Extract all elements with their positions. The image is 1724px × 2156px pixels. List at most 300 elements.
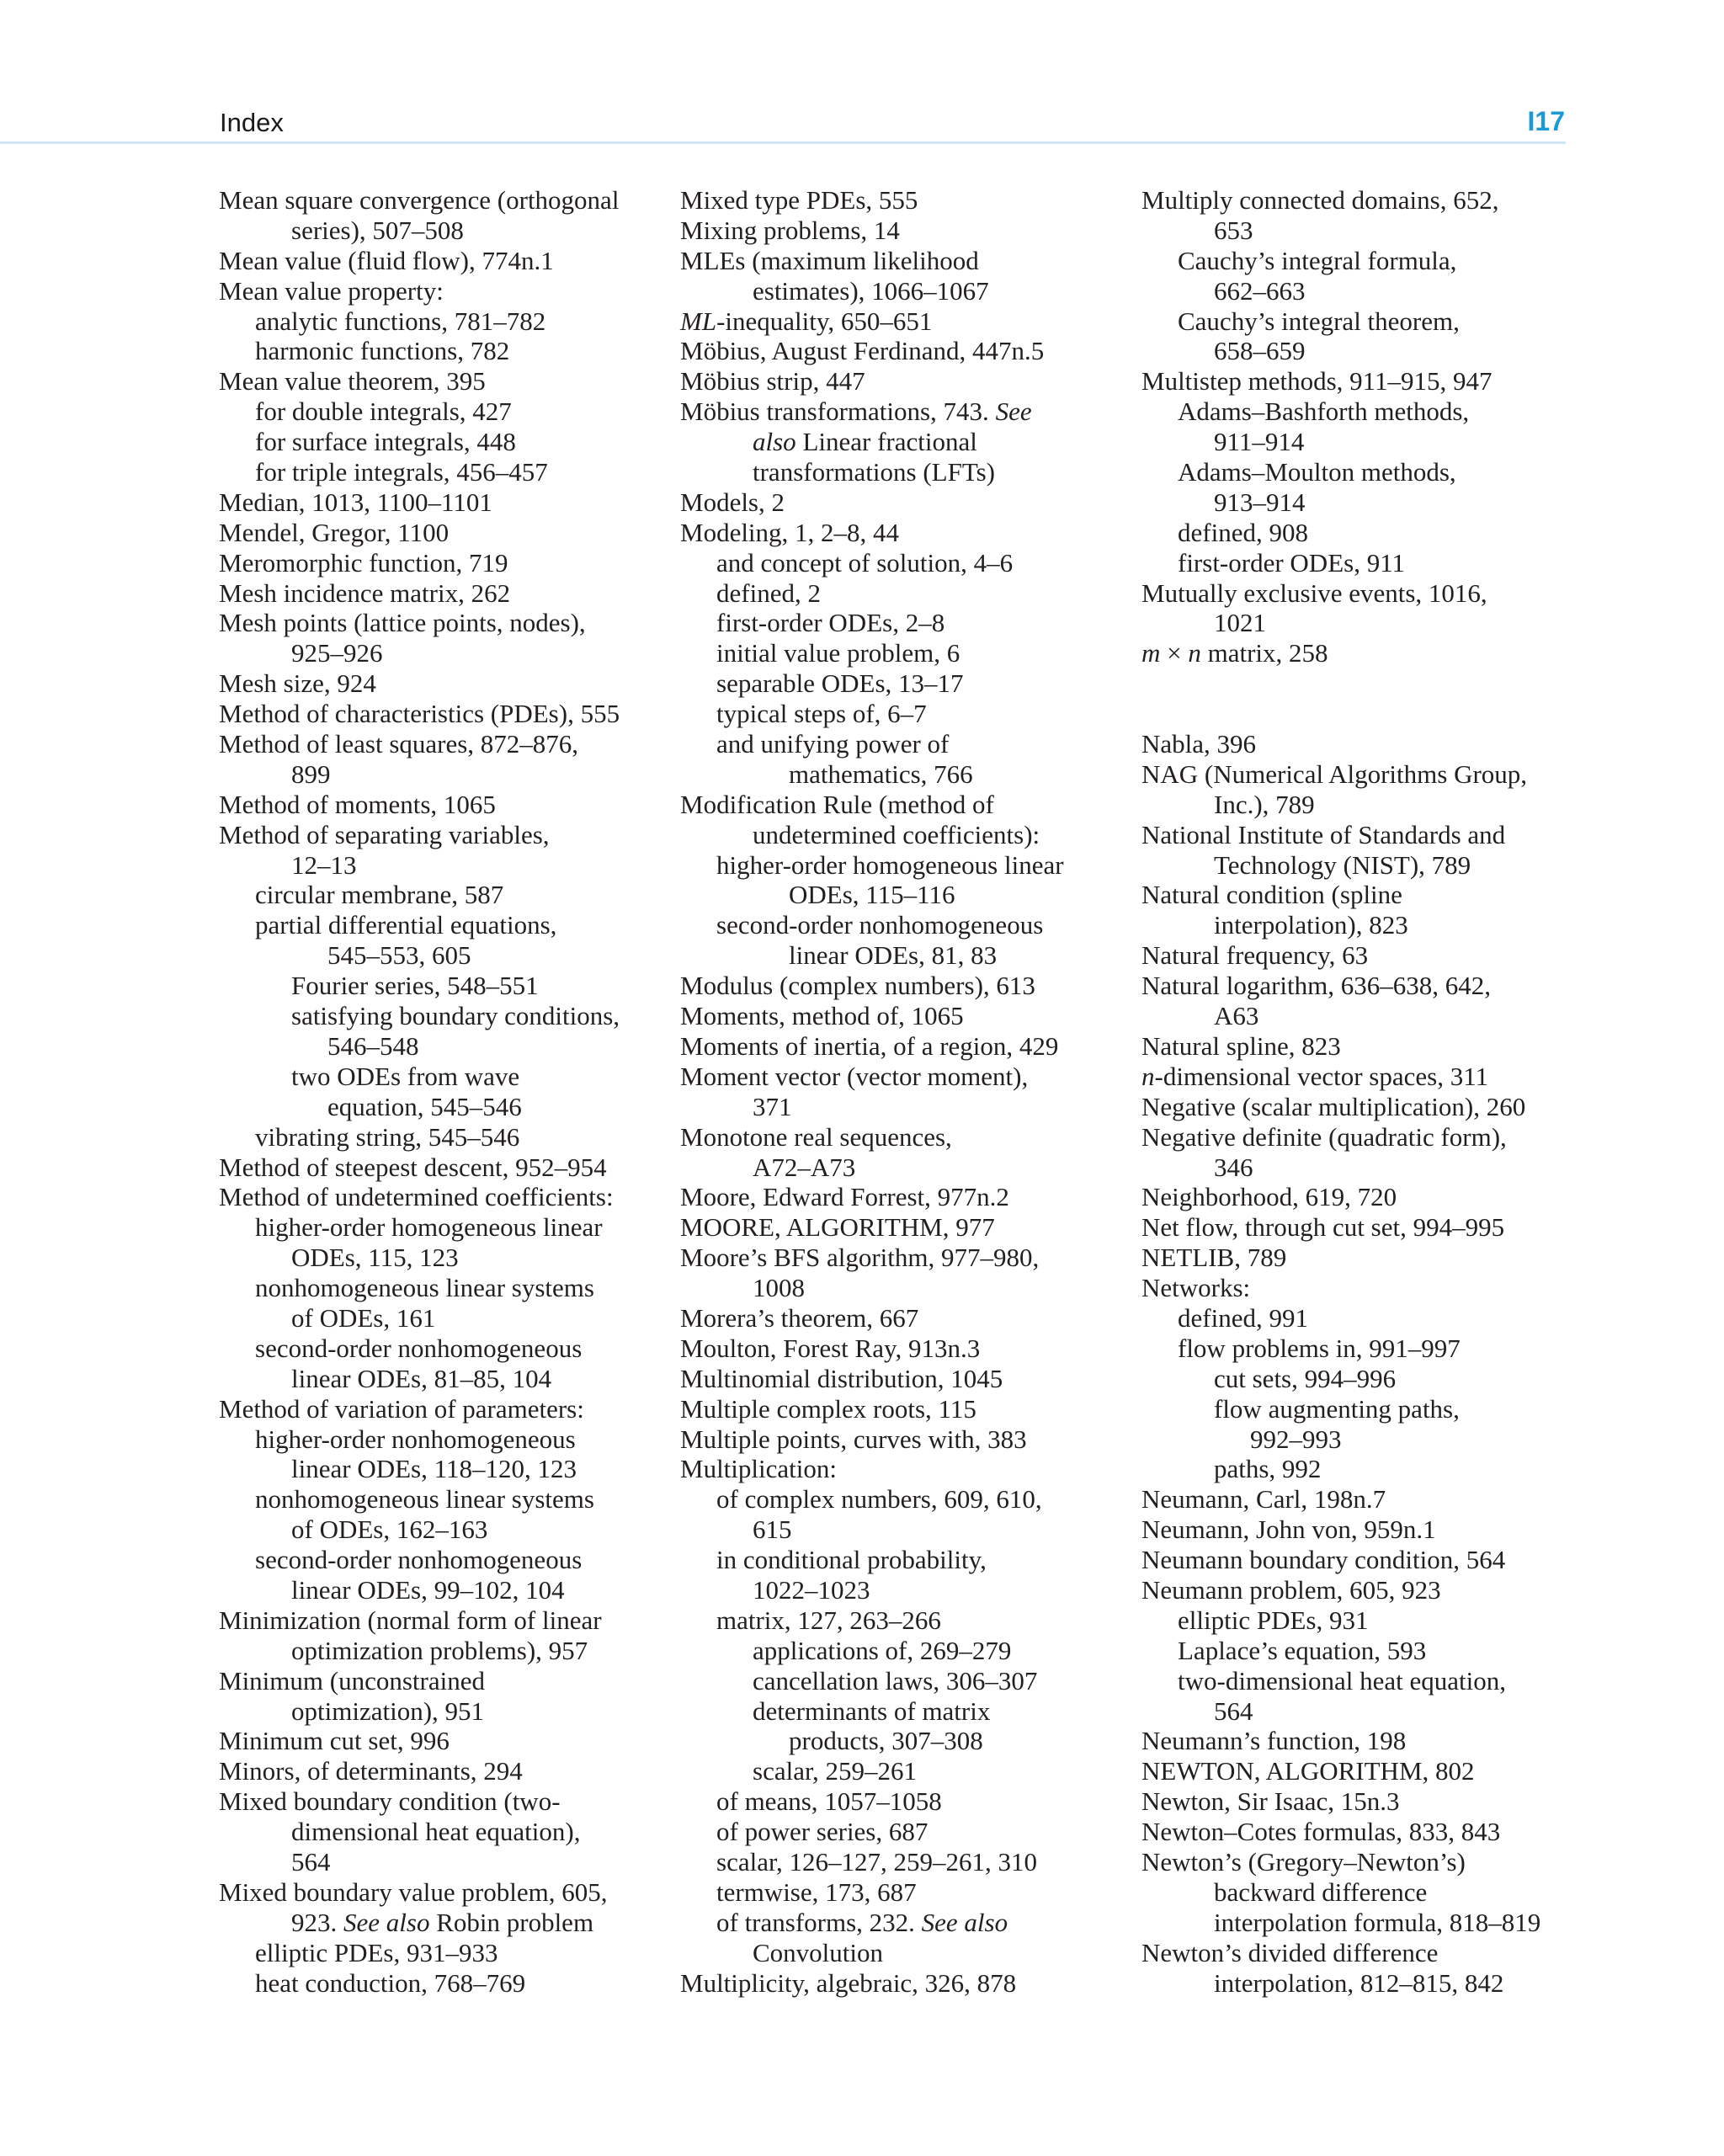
entry-text: Technology (NIST), 789 [1214, 849, 1471, 880]
entry-text: paths, 992 [1214, 1454, 1322, 1484]
entry-text: Neumann boundary condition, 564 [1141, 1545, 1506, 1575]
entry-text: second-order nonhomogeneous [255, 1333, 583, 1363]
entry-text: 546–548 [327, 1030, 419, 1061]
index-subentry [219, 306, 657, 337]
index-entry [680, 1031, 1118, 1062]
entry-text: ODEs, 115, 123 [291, 1243, 459, 1273]
entry-text: Mixed boundary condition (two- [219, 1786, 561, 1817]
entry-text: interpolation, 812–815, 842 [1214, 1967, 1504, 1998]
index-entry [680, 1334, 1118, 1364]
index-entry [219, 276, 657, 306]
index-subentry [680, 668, 1118, 699]
entry-text: 911–914 [1214, 427, 1305, 457]
entry-text: Neumann, John von, 959n.1 [1141, 1515, 1436, 1545]
index-entry [1141, 940, 1596, 971]
entry-text: Fourier series, 548–551 [291, 971, 539, 1001]
entry-text: Adams–Bashforth methods, [1178, 397, 1470, 427]
entry-text: linear ODEs, 118–120, 123 [291, 1454, 577, 1484]
index-subentry [219, 1484, 657, 1515]
entry-text: for triple integrals, 456–457 [255, 457, 548, 487]
index-subentry [1141, 1908, 1596, 1938]
entry-text: Method of steepest descent, 952–954 [219, 1152, 607, 1182]
index-subentry [219, 1575, 657, 1605]
index-entry [219, 1182, 657, 1212]
index-entry [1141, 1847, 1596, 1877]
index-subentry [1141, 1605, 1596, 1636]
entry-text: -dimensional vector spaces, 311 [1154, 1061, 1489, 1091]
index-subentry [1141, 427, 1596, 457]
index-subentry [1141, 1968, 1596, 1999]
index-entry [1141, 880, 1596, 910]
entry-text: Modulus (complex numbers), 613 [680, 971, 1035, 1001]
entry-text: Robin problem [429, 1907, 594, 1937]
index-subentry [1141, 1394, 1596, 1424]
index-subentry [219, 457, 657, 487]
entry-text: Mendel, Gregor, 1100 [219, 517, 450, 547]
index-subentry [680, 608, 1118, 638]
entry-text: 992–993 [1250, 1424, 1342, 1454]
index-subentry [1141, 336, 1596, 366]
entry-text: × [1160, 638, 1189, 668]
entry-text: Newton–Cotes formulas, 833, 843 [1141, 1817, 1501, 1847]
index-entry [680, 1122, 1118, 1153]
entry-text: higher-order homogeneous linear [255, 1212, 603, 1243]
entry-text: Minimum (unconstrained [219, 1665, 485, 1696]
index-entry [1141, 971, 1596, 1001]
entry-text: MLEs (maximum likelihood [680, 245, 979, 275]
index-subentry [1141, 1666, 1596, 1696]
index-subentry [219, 1001, 657, 1031]
index-entry [219, 1153, 657, 1183]
entry-text: 913–914 [1214, 487, 1306, 517]
header-rule [0, 141, 1566, 144]
index-subentry [680, 1726, 1118, 1756]
index-subentry [680, 699, 1118, 729]
index-subentry [1141, 1877, 1596, 1908]
entry-text: National Institute of Standards and [1141, 819, 1506, 849]
index-subentry [219, 1908, 657, 1938]
index-subentry [1141, 1364, 1596, 1394]
index-subentry [219, 880, 657, 910]
entry-text: -inequality, 650–651 [716, 306, 933, 336]
entry-text: Morera’s theorem, 667 [680, 1302, 919, 1333]
italic-text: m [1141, 638, 1161, 668]
entry-text: Mixed type PDEs, 555 [680, 185, 918, 215]
entry-text: Cauchy’s integral formula, [1178, 245, 1457, 275]
index-subentry [680, 759, 1118, 790]
index-subentry [1141, 1454, 1596, 1484]
entry-text: backward difference [1214, 1877, 1428, 1907]
index-entry [680, 366, 1118, 397]
index-entry [1141, 366, 1596, 397]
entry-text: for surface integrals, 448 [255, 427, 516, 457]
index-subentry [1141, 1001, 1596, 1031]
italic-text: n [1188, 638, 1201, 668]
entry-text: Mesh incidence matrix, 262 [219, 578, 511, 608]
entry-text: Mean value theorem, 395 [219, 366, 486, 397]
section-gap [1141, 668, 1596, 699]
index-entry [219, 1394, 657, 1424]
entry-text: Convolution [753, 1937, 884, 1967]
index-subentry [219, 1817, 657, 1847]
index-subentry [219, 1273, 657, 1303]
entry-text: Method of least squares, 872–876, [219, 729, 579, 759]
index-entry [680, 185, 1118, 216]
entry-text: Minimization (normal form of linear [219, 1605, 602, 1635]
index-subentry [680, 1938, 1118, 1968]
entry-text: scalar, 259–261 [753, 1756, 918, 1786]
entry-text: linear ODEs, 81–85, 104 [291, 1363, 552, 1393]
running-header [220, 108, 1565, 140]
entry-text: A72–A73 [753, 1152, 856, 1182]
index-entry [680, 1001, 1118, 1031]
entry-text: Neumann, Carl, 198n.7 [1141, 1484, 1386, 1515]
index-entry [680, 1424, 1118, 1455]
entry-text: Neumann problem, 605, 923 [1141, 1574, 1441, 1605]
entry-text: of ODEs, 162–163 [291, 1515, 488, 1545]
entry-text: Method of separating variables, [219, 819, 550, 849]
entry-text: Newton, Sir Isaac, 15n.3 [1141, 1786, 1400, 1817]
page-number: I17 [1527, 106, 1565, 136]
index-subentry [219, 1696, 657, 1727]
entry-text: interpolation), 823 [1214, 910, 1408, 940]
index-subentry [219, 940, 657, 971]
entry-text: 12–13 [291, 849, 357, 880]
entry-text: 564 [291, 1846, 331, 1877]
entry-text: circular membrane, 587 [255, 880, 504, 910]
index-subentry [680, 1877, 1118, 1908]
entry-text: Mixed boundary value problem, 605, [219, 1877, 608, 1907]
entry-text: two ODEs from wave [291, 1061, 520, 1091]
index-entry [219, 820, 657, 850]
index-entry [1141, 578, 1596, 609]
italic-text: See also [921, 1907, 1008, 1937]
entry-text: Modeling, 1, 2–8, 44 [680, 517, 900, 547]
index-entry [219, 1756, 657, 1786]
entry-text: flow problems in, 991–997 [1178, 1333, 1461, 1363]
index-subentry [219, 1031, 657, 1062]
index-subentry [680, 1908, 1118, 1938]
entry-text: defined, 2 [716, 578, 821, 608]
entry-text: 653 [1214, 215, 1253, 245]
entry-text: Mean square convergence (orthogonal [219, 185, 620, 215]
index-entry [680, 397, 1118, 427]
index-subentry [680, 1273, 1118, 1303]
entry-text: Neumann’s function, 198 [1141, 1726, 1407, 1756]
entry-text: of power series, 687 [716, 1817, 929, 1847]
entry-text: 1022–1023 [753, 1574, 870, 1605]
italic-text: also [753, 427, 796, 457]
index-subentry [680, 729, 1118, 759]
entry-text: Moulton, Forest Ray, 913n.3 [680, 1333, 981, 1363]
index-subentry [680, 1636, 1118, 1666]
entry-text: Method of undetermined coefficients: [219, 1182, 614, 1212]
entry-text: Nabla, 396 [1141, 729, 1257, 759]
entry-text: Mutually exclusive events, 1016, [1141, 578, 1487, 608]
entry-text: first-order ODEs, 2–8 [716, 608, 945, 638]
entry-text: partial differential equations, [255, 910, 557, 940]
index-subentry [680, 578, 1118, 609]
index-subentry [219, 1454, 657, 1484]
index-entry [680, 1182, 1118, 1212]
index-subentry [219, 638, 657, 668]
index-entry [1141, 1273, 1596, 1303]
entry-text: Multiplication: [680, 1454, 837, 1484]
index-entry [1141, 1817, 1596, 1847]
entry-text: elliptic PDEs, 931–933 [255, 1937, 498, 1967]
entry-text: ODEs, 115–116 [789, 880, 955, 910]
index-subentry [680, 1484, 1118, 1515]
index-entry [1141, 820, 1596, 850]
index-subentry [1141, 216, 1596, 246]
index-entry [1141, 1938, 1596, 1968]
index-subentry [1141, 910, 1596, 940]
entry-text: of ODEs, 161 [291, 1302, 436, 1333]
entry-text: 923. [291, 1907, 343, 1937]
entry-text: undetermined coefficients): [753, 819, 1040, 849]
entry-text: of means, 1057–1058 [716, 1786, 942, 1817]
index-subentry [219, 850, 657, 881]
entry-text: 564 [1214, 1696, 1253, 1726]
index-entry [219, 1877, 657, 1908]
entry-text: Cauchy’s integral theorem, [1178, 306, 1460, 336]
index-entry [1141, 185, 1596, 216]
entry-text: flow augmenting paths, [1214, 1393, 1460, 1424]
index-entry [219, 608, 657, 638]
entry-text: 658–659 [1214, 336, 1306, 366]
entry-text: cut sets, 994–996 [1214, 1363, 1397, 1393]
entry-text: vibrating string, 545–546 [255, 1121, 520, 1152]
section-gap [1141, 699, 1596, 729]
index-entry [1141, 1484, 1596, 1515]
entry-text: Net flow, through cut set, 994–995 [1141, 1212, 1505, 1243]
entry-text: optimization problems), 957 [291, 1635, 588, 1665]
index-entry [1141, 638, 1596, 668]
index-entry [680, 971, 1118, 1001]
index-subentry [680, 276, 1118, 306]
entry-text: 1021 [1214, 608, 1266, 638]
entry-text: Moment vector (vector moment), [680, 1061, 1029, 1091]
index-entry [680, 1303, 1118, 1334]
entry-text: and concept of solution, 4–6 [716, 547, 1014, 578]
index-entry [1141, 1031, 1596, 1062]
index-subentry [1141, 246, 1596, 276]
index-entry [1141, 1182, 1596, 1212]
italic-text: n [1141, 1061, 1155, 1091]
entry-text: Mixing problems, 14 [680, 215, 900, 245]
index-subentry [680, 850, 1118, 881]
entry-text: linear ODEs, 81, 83 [789, 940, 998, 971]
entry-text: MOORE, ALGORITHM, 977 [680, 1212, 995, 1243]
entry-text: Linear fractional [795, 427, 977, 457]
entry-text: determinants of matrix [753, 1696, 991, 1726]
index-entry [219, 1605, 657, 1636]
entry-text: NEWTON, ALGORITHM, 802 [1141, 1756, 1475, 1786]
index-entry [219, 790, 657, 820]
entry-text: linear ODEs, 99–102, 104 [291, 1574, 565, 1605]
entry-text: cancellation laws, 306–307 [753, 1665, 1038, 1696]
entry-text: first-order ODEs, 911 [1178, 547, 1406, 578]
entry-text: Adams–Moulton methods, [1178, 457, 1456, 487]
entry-text: Multistep methods, 911–915, 947 [1141, 366, 1493, 397]
entry-text: applications of, 269–279 [753, 1635, 1012, 1665]
index-entry [219, 1786, 657, 1817]
index-subentry [219, 1424, 657, 1455]
index-entry [219, 185, 657, 216]
index-subentry [680, 548, 1118, 578]
index-subentry [219, 1364, 657, 1394]
index-subentry [1141, 457, 1596, 487]
index-subentry [1141, 1153, 1596, 1183]
entry-text: initial value problem, 6 [716, 638, 960, 668]
index-subentry [1141, 608, 1596, 638]
index-subentry [1141, 487, 1596, 518]
index-subentry [219, 759, 657, 790]
entry-text: of transforms, 232. [716, 1907, 922, 1937]
index-subentry [680, 1817, 1118, 1847]
entry-text: series), 507–508 [291, 215, 464, 245]
entry-text: optimization), 951 [291, 1696, 485, 1726]
index-subentry [680, 820, 1118, 850]
entry-text: Natural condition (spline [1141, 880, 1402, 910]
entry-text: interpolation formula, 818–819 [1214, 1907, 1541, 1937]
entry-text: nonhomogeneous linear systems [255, 1273, 594, 1303]
index-entry [1141, 1062, 1596, 1092]
entry-text: Multiple points, curves with, 383 [680, 1424, 1027, 1454]
entry-text: Mean value property: [219, 275, 444, 306]
index-subentry [680, 1545, 1118, 1575]
entry-text: 662–663 [1214, 275, 1306, 306]
index-entry [219, 246, 657, 276]
index-entry [680, 1394, 1118, 1424]
index-subentry [1141, 397, 1596, 427]
index-subentry [219, 1545, 657, 1575]
entry-text: Multiplicity, algebraic, 326, 878 [680, 1967, 1017, 1998]
index-subentry [1141, 306, 1596, 337]
entry-text: two-dimensional heat equation, [1178, 1665, 1506, 1696]
entry-text: Method of characteristics (PDEs), 555 [219, 699, 620, 729]
entry-text: Negative definite (quadratic form), [1141, 1121, 1507, 1152]
index-subentry [219, 1636, 657, 1666]
index-column-3 [1141, 185, 1596, 1998]
index-entry [219, 729, 657, 759]
entry-text: Mesh size, 924 [219, 668, 376, 699]
page-section-title: Index [220, 108, 284, 137]
index-entry [1141, 1726, 1596, 1756]
index-subentry [219, 1062, 657, 1092]
italic-text: See also [343, 1907, 430, 1937]
index-entry [680, 487, 1118, 518]
index-entry [1141, 1212, 1596, 1243]
entry-text: defined, 991 [1178, 1302, 1308, 1333]
index-subentry [680, 1575, 1118, 1605]
entry-text: Möbius strip, 447 [680, 366, 865, 397]
entry-text: dimensional heat equation), [291, 1817, 581, 1847]
index-subentry [219, 1968, 657, 1999]
entry-text: defined, 908 [1178, 517, 1308, 547]
index-subentry [680, 1605, 1118, 1636]
index-subentry [680, 457, 1118, 487]
index-entry [680, 306, 1118, 337]
entry-text: matrix, 127, 263–266 [716, 1605, 941, 1635]
index-entry [219, 578, 657, 609]
entry-text: A63 [1214, 1001, 1259, 1031]
entry-text: Models, 2 [680, 487, 785, 517]
index-subentry [219, 1122, 657, 1153]
index-column-1 [219, 185, 657, 1998]
entry-text: typical steps of, 6–7 [716, 699, 927, 729]
index-entry [219, 487, 657, 518]
index-subentry [1141, 518, 1596, 548]
index-entry [680, 790, 1118, 820]
index-entry [680, 1212, 1118, 1243]
index-subentry [680, 1847, 1118, 1877]
index-entry [219, 1666, 657, 1696]
index-entry [1141, 759, 1596, 790]
entry-text: 615 [753, 1515, 792, 1545]
entry-text: Networks: [1141, 1273, 1251, 1303]
index-subentry [219, 1515, 657, 1545]
index-subentry [1141, 790, 1596, 820]
index-subentry [219, 1938, 657, 1968]
entry-text: Möbius transformations, 743. [680, 397, 996, 427]
index-subentry [1141, 1303, 1596, 1334]
entry-text: mathematics, 766 [789, 759, 973, 789]
entry-text: nonhomogeneous linear systems [255, 1484, 594, 1515]
entry-text: Multinomial distribution, 1045 [680, 1363, 1003, 1393]
entry-text: Method of variation of parameters: [219, 1393, 584, 1424]
entry-text: and unifying power of [716, 729, 950, 759]
entry-text: higher-order nonhomogeneous [255, 1424, 576, 1454]
entry-text: Multiply connected domains, 652, [1141, 185, 1499, 215]
entry-text: NETLIB, 789 [1141, 1243, 1287, 1273]
index-subentry [219, 971, 657, 1001]
index-entry [680, 518, 1118, 548]
entry-text: 346 [1214, 1152, 1253, 1182]
entry-text: of complex numbers, 609, 610, [716, 1484, 1042, 1515]
index-subentry [1141, 1334, 1596, 1364]
index-subentry [1141, 548, 1596, 578]
index-column-2 [680, 185, 1118, 1998]
index-entry [1141, 1575, 1596, 1605]
index-subentry [1141, 276, 1596, 306]
index-subentry [219, 397, 657, 427]
index-subentry [680, 638, 1118, 668]
entry-text: Moments of inertia, of a region, 429 [680, 1030, 1059, 1061]
entry-text: 545–553, 605 [327, 940, 471, 971]
italic-text: See [995, 397, 1032, 427]
entry-text: Neighborhood, 619, 720 [1141, 1182, 1397, 1212]
entry-text: Mesh points (lattice points, nodes), [219, 608, 586, 638]
entry-text: Negative (scalar multiplication), 260 [1141, 1091, 1526, 1121]
entry-text: Monotone real sequences, [680, 1121, 952, 1152]
entry-text: scalar, 126–127, 259–261, 310 [716, 1846, 1038, 1877]
index-entry [219, 699, 657, 729]
entry-text: for double integrals, 427 [255, 397, 512, 427]
entry-text: second-order nonhomogeneous [716, 910, 1044, 940]
entry-text: termwise, 173, 687 [716, 1877, 917, 1907]
entry-text: harmonic functions, 782 [255, 336, 510, 366]
index-subentry [680, 880, 1118, 910]
index-subentry [1141, 1424, 1596, 1455]
index-subentry [1141, 1636, 1596, 1666]
index-subentry [680, 1515, 1118, 1545]
entry-text: Newton’s (Gregory–Newton’s) [1141, 1846, 1466, 1877]
index-subentry [680, 1153, 1118, 1183]
index-entry [680, 1968, 1118, 1999]
entry-text: Minimum cut set, 996 [219, 1726, 450, 1756]
index-entry [219, 668, 657, 699]
